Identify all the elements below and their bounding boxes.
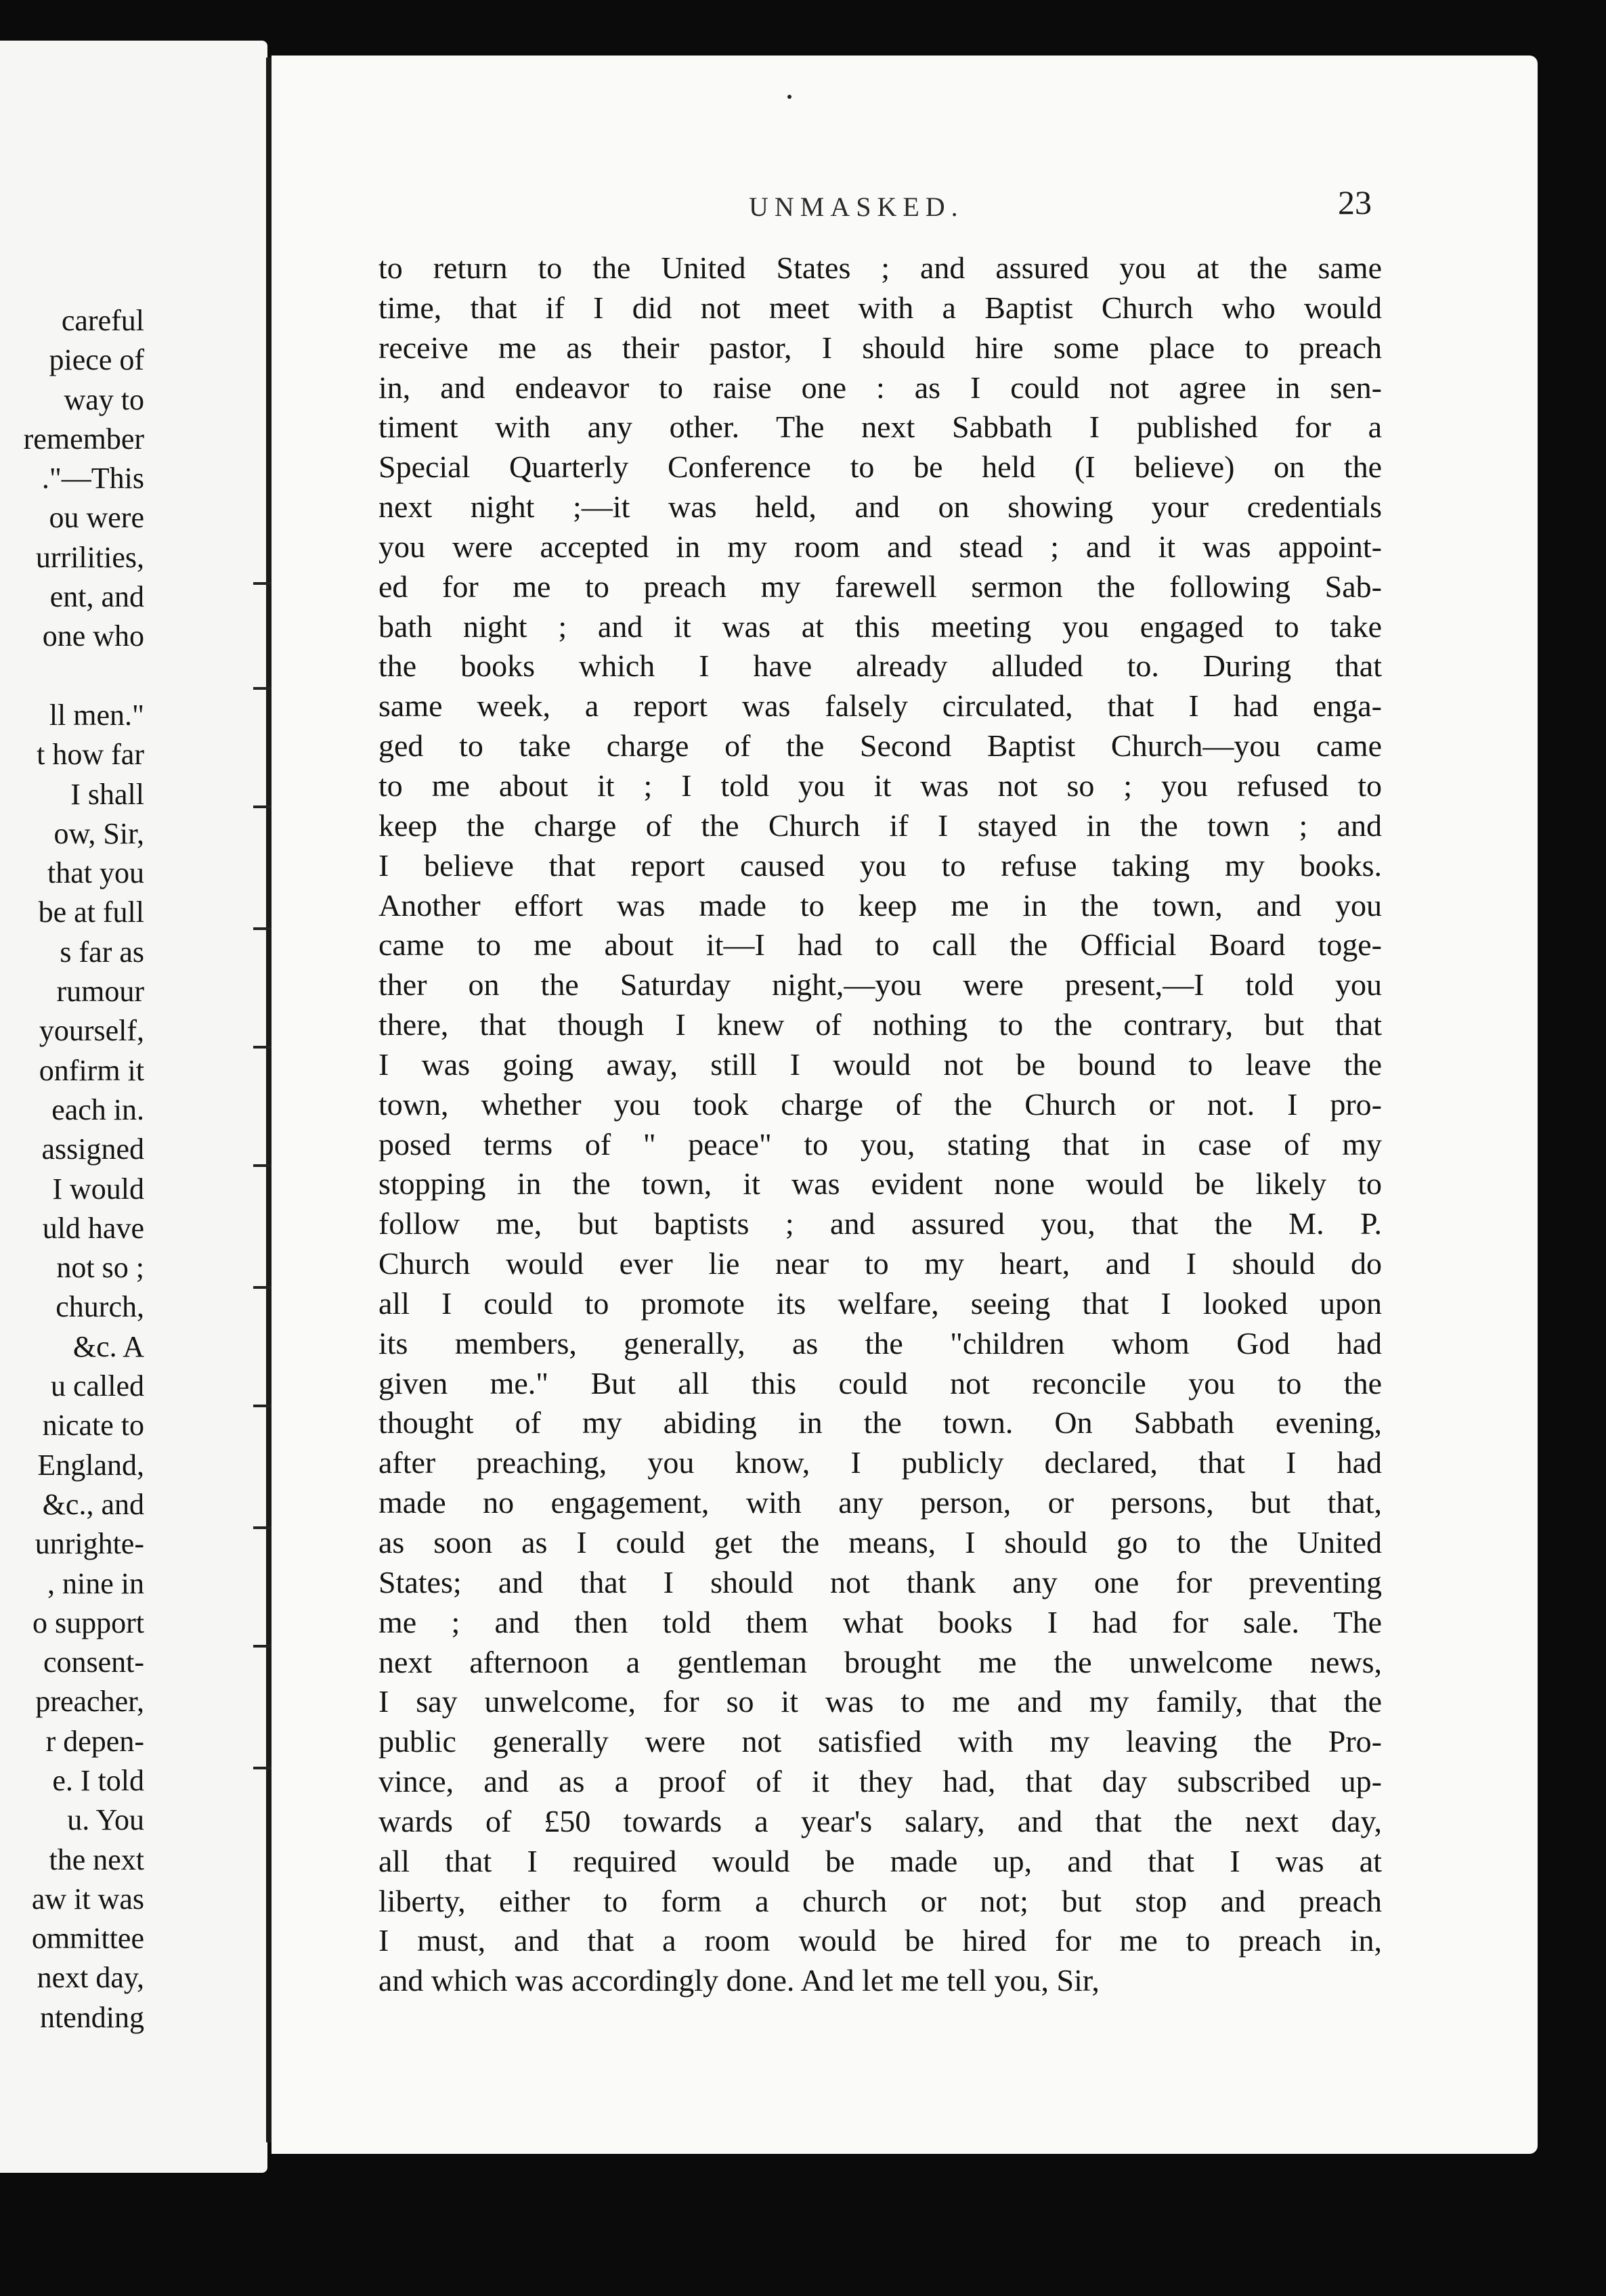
left-page-line: the next [49, 1842, 144, 1876]
left-page-line: ."—This [41, 462, 144, 495]
left-page-line: next day, [37, 1961, 144, 1995]
left-page-line: assigned [41, 1132, 144, 1166]
text-line: thought of my abiding in the town. On Sabbath evening, [378, 1405, 1382, 1440]
right-page [272, 56, 1538, 2154]
text-line: after preaching, you know, I publicly declared, that I had [378, 1445, 1382, 1480]
text-line: made no engagement, with any person, or persons, but that, [378, 1485, 1382, 1520]
text-line: I say unwelcome, for so it was to me and my family, that the [378, 1684, 1382, 1719]
left-page-line: preacher, [35, 1685, 144, 1719]
text-line: to me about it ; I told you it was not so ; you refused to [378, 768, 1382, 803]
text-line: liberty, either to form a church or not; but stop and preach [378, 1883, 1382, 1918]
text-line: came to me about it—I had to call the Official Board toge- [378, 927, 1382, 963]
text-line: ther on the Saturday night,—you were present,—I told you [378, 967, 1382, 1002]
text-line: in, and endeavor to raise one : as I could not agree in sen- [378, 370, 1382, 405]
text-line: receive me as their pastor, I should hire some place to preach [378, 330, 1382, 365]
left-page-line: I shall [70, 777, 144, 811]
left-page-line: not so ; [56, 1251, 144, 1285]
left-page-line [24, 657, 144, 696]
left-page-line: o support [32, 1606, 144, 1639]
left-page-line: piece of [49, 343, 144, 377]
page-number: 23 [1338, 183, 1372, 221]
left-page-line: ow, Sir, [53, 816, 144, 850]
text-line: same week, a report was falsely circulated, that I had enga- [378, 688, 1382, 724]
text-line: time, that if I did not meet with a Baptist Church who would [378, 290, 1382, 325]
text-line: timent with any other. The next Sabbath I published for a [378, 410, 1382, 445]
text-line: the books which I have already alluded to. During that [378, 648, 1382, 684]
text-line: bath night ; and it was at this meeting you engaged to take [378, 609, 1382, 644]
left-page-text [24, 301, 144, 2037]
left-page [0, 41, 267, 2173]
text-line: I must, and that a room would be hired for me to preach in, [378, 1923, 1382, 1958]
text-line: there, that though I knew of nothing to the contrary, but that [378, 1007, 1382, 1042]
left-page-line: urrilities, [35, 540, 144, 574]
left-page-line: s far as [60, 935, 144, 969]
left-page-line: that you [47, 856, 144, 890]
text-line: ged to take charge of the Second Baptist Church—you came [378, 728, 1382, 764]
text-line: all that I required would be made up, and that I was at [378, 1843, 1382, 1878]
left-page-line: ntending [40, 2000, 144, 2034]
left-page-line: unrighte- [35, 1527, 144, 1561]
left-page-line: ommittee [31, 1922, 144, 1956]
left-page-line: be at full [38, 896, 144, 929]
text-line: as soon as I could get the means, I should go to the United [378, 1525, 1382, 1560]
left-page-line: t how far [37, 738, 144, 772]
running-title: UNMASKED. [749, 192, 964, 222]
left-page-line: e. I told [52, 1763, 144, 1797]
left-page-line: England, [37, 1448, 144, 1482]
text-line: to return to the United States ; and assured you at the same [378, 250, 1382, 285]
left-page-line: u. You [67, 1803, 144, 1837]
text-line: next night ;—it was held, and on showing your credentials [378, 489, 1382, 525]
left-page-line: way to [64, 382, 144, 416]
text-line: stopping in the town, it was evident none would be likely to [378, 1166, 1382, 1201]
left-page-line: church, [56, 1290, 144, 1324]
text-line: me ; and then told them what books I had for sale. The [378, 1604, 1382, 1639]
left-page-line: consent- [43, 1646, 144, 1679]
text-line: follow me, but baptists ; and assured you, that the M. P. [378, 1206, 1382, 1241]
left-page-line: rumour [56, 975, 144, 1009]
left-page-line: u called [50, 1369, 144, 1403]
text-line: given me." But all this could not reconcile you to the [378, 1365, 1382, 1400]
left-page-line: aw it was [31, 1882, 144, 1916]
left-page-line: one who [42, 619, 144, 653]
text-line: posed terms of " peace" to you, stating that in case of my [378, 1126, 1382, 1162]
left-page-line: I would [52, 1172, 144, 1206]
page-speck [787, 95, 791, 99]
text-line: Special Quarterly Conference to be held (I believe) on the [378, 449, 1382, 485]
text-line: next afternoon a gentleman brought me the unwelcome news, [378, 1644, 1382, 1679]
left-page-line: &c. A [72, 1329, 144, 1363]
text-line: public generally were not satisfied with my leaving the Pro- [378, 1724, 1382, 1759]
text-line: wards of £50 towards a year's salary, and that the next day, [378, 1803, 1382, 1838]
text-line: and which was accordingly done. And let me tell you, Sir, [378, 1963, 1100, 1998]
left-page-line: onfirm it [39, 1053, 144, 1087]
left-page-line: &c., and [42, 1487, 144, 1521]
left-page-line: careful [61, 304, 144, 337]
left-page-line: ou were [49, 501, 144, 535]
left-page-line: ll men." [49, 698, 144, 732]
text-line: Church would ever lie near to my heart, and I should do [378, 1246, 1382, 1281]
text-line: its members, generally, as the "children whom God had [378, 1325, 1382, 1361]
left-page-line: , nine in [47, 1566, 144, 1600]
body-text [378, 248, 1382, 2001]
text-line: States; and that I should not thank any one for preventing [378, 1564, 1382, 1599]
text-line: keep the charge of the Church if I stayed in the town ; and [378, 808, 1382, 843]
left-page-line: yourself, [39, 1014, 144, 1048]
text-line: Another effort was made to keep me in the town, and you [378, 887, 1382, 923]
left-page-line: r depen- [45, 1724, 144, 1758]
text-line: ed for me to preach my farewell sermon the following Sab- [378, 569, 1382, 604]
left-page-line: each in. [51, 1092, 144, 1126]
left-page-line: uld have [42, 1211, 144, 1245]
book-gutter [266, 58, 272, 2142]
left-page-line: ent, and [49, 580, 144, 614]
text-line: all I could to promote its welfare, seeing that I looked upon [378, 1285, 1382, 1321]
text-line: I was going away, still I would not be bound to leave the [378, 1046, 1382, 1082]
text-line: I believe that report caused you to refuse taking my books. [378, 847, 1382, 883]
text-line: town, whether you took charge of the Church or not. I pro- [378, 1086, 1382, 1122]
text-line: vince, and as a proof of it they had, that day subscribed up- [378, 1764, 1382, 1799]
left-page-line: nicate to [42, 1409, 144, 1442]
left-page-line: remember [23, 422, 144, 456]
text-line: you were accepted in my room and stead ; and it was appoint- [378, 529, 1382, 564]
